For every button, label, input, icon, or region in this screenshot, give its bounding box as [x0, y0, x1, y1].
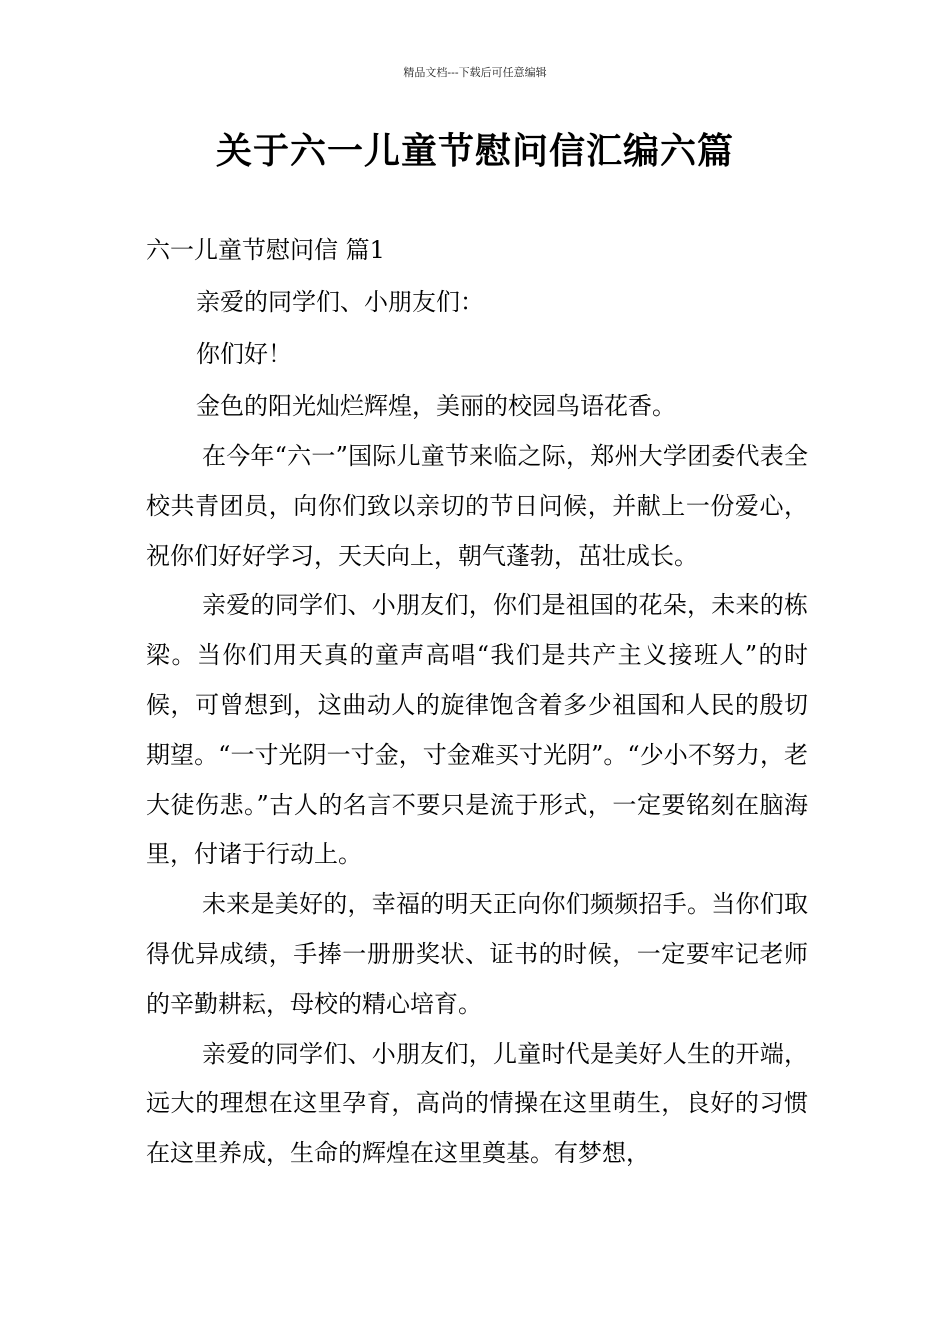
- letter-body: [146, 276, 808, 1179]
- paragraph: 在今年“六一”国际儿童节来临之际，郑州大学团委代表全校共青团员，向你们致以亲切的节日问候，并献上一份爱心，祝你们好好学习，天天向上，朝气蓬勃，茁壮成长。: [146, 442, 808, 570]
- paragraph: 亲爱的同学们、小朋友们，儿童时代是美好人生的开端，远大的理想在这里孕育，高尚的情操在这里萌生，良好的习惯在这里养成，生命的辉煌在这里奠基。有梦想，: [146, 1039, 808, 1168]
- header-note: 精品文档---下载后可任意编辑: [403, 66, 547, 79]
- greeting: 亲爱的同学们、小朋友们：: [196, 288, 484, 316]
- paragraph: 亲爱的同学们、小朋友们，你们是祖国的花朵，未来的栋梁。当你们用天真的童声高唱“我们是共产主义接班人”的时候，可曾想到，这曲动人的旋律饱含着多少祖国和人民的殷切期望。“一寸光阴一寸金，寸金难买寸光阴”。“少小不努力，老大徒伤悲。”古人的名言不要只是流于形式，一定要铭刻在脑海里，付诸于行动上。: [146, 591, 808, 869]
- section-heading: 六一儿童节慰问信 篇1: [146, 236, 385, 264]
- opening-line: 金色的阳光灿烂辉煌，美丽的校园鸟语花香。: [196, 392, 676, 420]
- document-title: 关于六一儿童节慰问信汇编六篇: [215, 131, 734, 172]
- paragraph: 未来是美好的，幸福的明天正向你们频频招手。当你们取得优异成绩，手捧一册册奖状、证书的时候，一定要牢记老师的辛勤耕耘，母校的精心培育。: [146, 890, 808, 1018]
- salutation: 你们好！: [196, 340, 292, 368]
